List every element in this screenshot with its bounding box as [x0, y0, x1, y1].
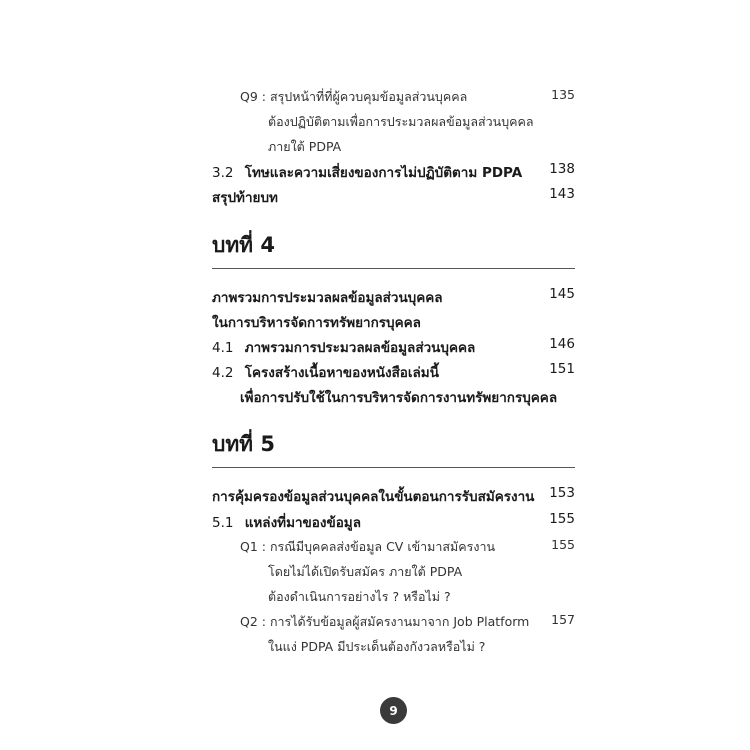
toc-q9-page: 135 — [551, 87, 575, 102]
toc-ch5-intro-page: 153 — [549, 485, 575, 501]
toc-summary: สรุปท้ายบท — [212, 190, 278, 206]
toc-section-4-1-page: 146 — [549, 336, 575, 352]
toc-q9-line1 — [240, 87, 467, 107]
chapter-5-heading: บทที่ 5 — [212, 432, 275, 456]
toc-q1-label: Q1 : — [240, 539, 266, 554]
toc-section-title: โครงสร้างเนื้อหาของหนังสือเล่มนี้ — [244, 365, 439, 381]
toc-q1-page: 155 — [551, 537, 575, 552]
toc-q9-line2: ต้องปฏิบัติตามเพื่อการประมวลผลข้อมูลส่วนบุคคล — [268, 114, 534, 129]
toc-ch4-intro-line2: ในการบริหารจัดการทรัพยากรบุคคล — [212, 315, 421, 331]
toc-q9-text: สรุปหน้าที่ที่ผู้ควบคุมข้อมูลส่วนบุคคล — [269, 89, 468, 104]
toc-section-number: 4.2 — [212, 365, 234, 381]
toc-section-number: 5.1 — [212, 515, 234, 531]
toc-q9-line3: ภายใต้ PDPA — [268, 139, 342, 154]
toc-q2-line2: ในแง่ PDPA มีประเด็นต้องกังวลหรือไม่ ? — [268, 639, 486, 654]
toc-section-title: ภาพรวมการประมวลผลข้อมูลส่วนบุคคล — [244, 340, 476, 356]
toc-summary-page: 143 — [549, 186, 575, 202]
toc-section-5-1 — [212, 511, 361, 533]
toc-q1-line3: ต้องดำเนินการอย่างไร ? หรือไม่ ? — [268, 589, 451, 604]
toc-section-4-2-line2: เพื่อการปรับใช้ในการบริหารจัดการงานทรัพยากรบุคคล — [240, 390, 558, 406]
toc-q1-line1 — [240, 537, 495, 557]
toc-section-4-2-page: 151 — [549, 361, 575, 377]
toc-q2-line1 — [240, 612, 529, 632]
toc-section-5-1-page: 155 — [549, 511, 575, 527]
toc-section-4-1 — [212, 336, 475, 358]
chapter-4-divider — [212, 268, 575, 269]
toc-q2-page: 157 — [551, 612, 575, 627]
toc-q1-text: กรณีมีบุคคลส่งข้อมูล CV เข้ามาสมัครงาน — [269, 539, 496, 554]
toc-section-3-2 — [212, 161, 522, 183]
toc-q2-text: การได้รับข้อมูลผู้สมัครงานมาจาก Job Platform — [269, 614, 530, 629]
toc-section-title: แหล่งที่มาของข้อมูล — [244, 515, 361, 531]
toc-ch5-intro: การคุ้มครองข้อมูลส่วนบุคคลในขั้นตอนการรับสมัครงาน — [212, 489, 535, 505]
page-number-badge: 9 — [380, 697, 407, 724]
toc-section-4-2 — [212, 361, 439, 383]
toc-q1-line2: โดยไม่ได้เปิดรับสมัคร ภายใต้ PDPA — [268, 564, 463, 579]
toc-q9-label: Q9 : — [240, 89, 266, 104]
toc-section-number: 3.2 — [212, 165, 234, 181]
chapter-4-heading: บทที่ 4 — [212, 233, 275, 257]
toc-q2-label: Q2 : — [240, 614, 266, 629]
toc-ch4-intro-line1: ภาพรวมการประมวลผลข้อมูลส่วนบุคคล — [212, 290, 443, 306]
toc-section-title: โทษและความเสี่ยงของการไม่ปฏิบัติตาม PDPA — [244, 165, 523, 181]
toc-section-number: 4.1 — [212, 340, 234, 356]
chapter-5-divider — [212, 467, 575, 468]
toc-ch4-intro-page: 145 — [549, 286, 575, 302]
toc-section-3-2-page: 138 — [549, 161, 575, 177]
